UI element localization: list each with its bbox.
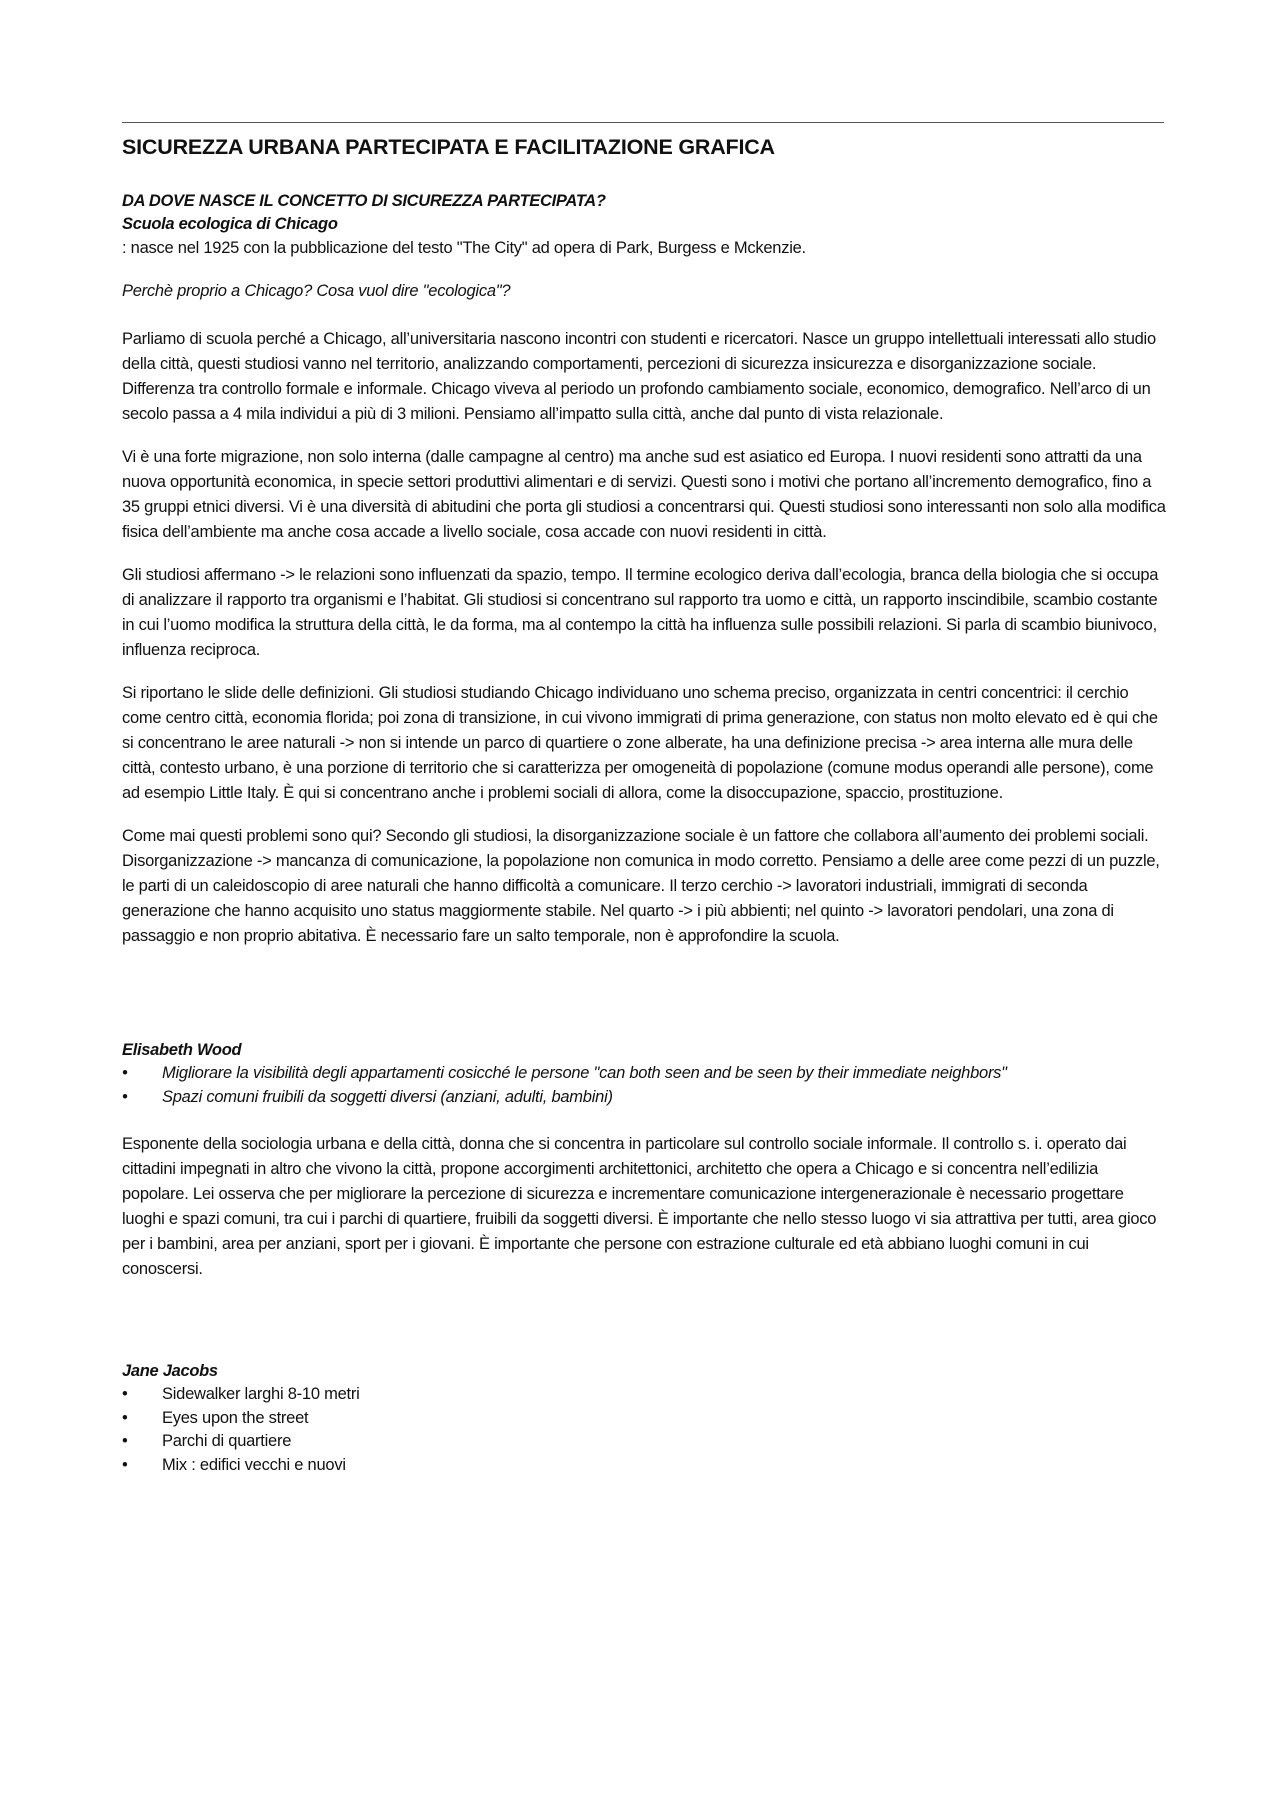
bullet-icon: •: [122, 1432, 128, 1450]
paragraph: Parliamo di scuola perché a Chicago, all’universitaria nascono incontri con studenti e ricercatori. Nasce un gruppo intellettuali interessati allo studio della città, questi studiosi vanno nel territorio, analizzando comportamenti, percezioni di sicurezza insicurezza e disorganizzazione sociale. Differenza tra controllo formale e informale. Chicago viveva al periodo un profondo cambiamento sociale, economico, demografico. Nell’arco di un secolo passa a 4 mila individui a più di 3 milioni. Pensiamo all’impatto sulla città, anche dal punto di vista relazionale.: [122, 330, 1156, 423]
heading-elisabeth-wood: Elisabeth Wood: [122, 1041, 242, 1059]
subheading-chicago-school: Scuola ecologica di Chicago: [122, 215, 338, 233]
list-item: [122, 1454, 1167, 1478]
list-item: [122, 1407, 1167, 1431]
wood-bullet-list: [122, 1062, 1167, 1109]
list-item: [122, 1086, 1167, 1110]
question-line: Perchè proprio a Chicago? Cosa vuol dire "ecologica"?: [122, 282, 511, 300]
intro-line: : nasce nel 1925 con la pubblicazione del testo "The City" ad opera di Park, Burgess e Mckenzie.: [122, 239, 806, 257]
bullet-icon: •: [122, 1385, 128, 1403]
paragraph: Si riportano le slide delle definizioni. Gli studiosi studiando Chicago individuano uno schema preciso, organizzata in centri concentrici: il cerchio come centro città, economia florida; poi zona di transizione, in cui vivono immigrati di prima generazione, con status non molto elevato ed è qui che si concentrano le aree naturali -> non si intende un parco di quartiere o zone alberate, ha una definizione precisa -> area interna alle mura delle città, contesto urbano, è una porzione di territorio che si caratterizza per omogeneità di popolazione (comune modus operandi alle persone), come ad esempio Little Italy. È qui si concentrano anche i problemi sociali di allora, come la disoccupazione, spaccio, prostituzione.: [122, 684, 1158, 802]
list-item: [122, 1430, 1167, 1454]
list-item: [122, 1383, 1167, 1407]
paragraph: Esponente della sociologia urbana e della città, donna che si concentra in particolare sul controllo sociale informale. Il controllo s. i. operato dai cittadini impegnati in altro che vivono la città, propone accorgimenti architettonici, architetto che opera a Chicago e si concentra nell’edilizia popolare. Lei osserva che per migliorare la percezione di sicurezza e incrementare comunicazione intergenerazionale è necessario progettare luoghi e spazi comuni, tra cui i parchi di quartiere, fruibili da soggetti diversi. È importante che nello stesso luogo vi sia attrattiva per tutti, area gioco per i bambini, area per anziani, sport per i giovani. È importante che persone con estrazione culturale ed età abbiano luoghi comuni in cui conoscersi.: [122, 1135, 1157, 1278]
bullet-icon: •: [122, 1064, 128, 1082]
document-title: SICUREZZA URBANA PARTECIPATA E FACILITAZIONE GRAFICA: [122, 135, 775, 159]
heading-jane-jacobs: Jane Jacobs: [122, 1362, 218, 1380]
list-item-text: Parchi di quartiere: [162, 1432, 292, 1450]
header-rule: [122, 122, 1164, 123]
document-body: [122, 128, 1167, 1477]
list-item: [122, 1062, 1167, 1086]
section-question: DA DOVE NASCE IL CONCETTO DI SICUREZZA PARTECIPATA?: [122, 192, 606, 210]
list-item-text: Sidewalker larghi 8-10 metri: [162, 1385, 360, 1403]
paragraph: Gli studiosi affermano -> le relazioni sono influenzati da spazio, tempo. Il termine ecologico deriva dall’ecologia, branca della biologia che si occupa di analizzare il rapporto tra organismi e l’habitat. Gli studiosi si concentrano sul rapporto tra uomo e città, un rapporto inscindibile, scambio costante in cui l’uomo modifica la struttura della città, le da forma, ma al contempo la città ha influenza sulle possibili relazioni. Si parla di scambio biunivoco, influenza reciproca.: [122, 566, 1159, 659]
bullet-icon: •: [122, 1408, 128, 1427]
bullet-icon: •: [122, 1087, 128, 1106]
paragraph: Vi è una forte migrazione, non solo interna (dalle campagne al centro) ma anche sud est asiatico ed Europa. I nuovi residenti sono attratti da una nuova opportunità economica, in specie settori produttivi alimentari e di servizi. Questi sono i motivi che portano all’incremento demografico, fino a 35 gruppi etnici diversi. Vi è una diversità di abitudini che porta gli studiosi a concentrarsi qui. Questi studiosi sono interessanti non solo alla modifica fisica dell’ambiente ma anche cosa accade a livello sociale, cosa accade con nuovi residenti in città.: [122, 448, 1166, 541]
bullet-icon: •: [122, 1455, 128, 1474]
list-item-text: Spazi comuni fruibili da soggetti diversi (anziani, adulti, bambini): [162, 1087, 613, 1106]
list-item-text: Eyes upon the street: [162, 1408, 309, 1427]
paragraph: Come mai questi problemi sono qui? Secondo gli studiosi, la disorganizzazione sociale è un fattore che collabora all’aumento dei problemi sociali. Disorganizzazione -> mancanza di comunicazione, la popolazione non comunica in modo corretto. Pensiamo a delle aree come pezzi di un puzzle, le parti di un caleidoscopio di aree naturali che hanno difficoltà a comunicare. Il terzo cerchio -> lavoratori industriali, immigrati di seconda generazione che hanno acquisito uno status maggiormente stabile. Nel quarto -> i più abbienti; nel quinto -> lavoratori pendolari, una zona di passaggio e non proprio abitativa. È necessario fare un salto temporale, non è approfondire la scuola.: [122, 827, 1160, 945]
jacobs-bullet-list: [122, 1383, 1167, 1477]
list-item-text: Migliorare la visibilità degli appartamenti cosicché le persone "can both seen and be seen by their immediate neighbors": [162, 1064, 1007, 1082]
list-item-text: Mix : edifici vecchi e nuovi: [162, 1455, 346, 1474]
